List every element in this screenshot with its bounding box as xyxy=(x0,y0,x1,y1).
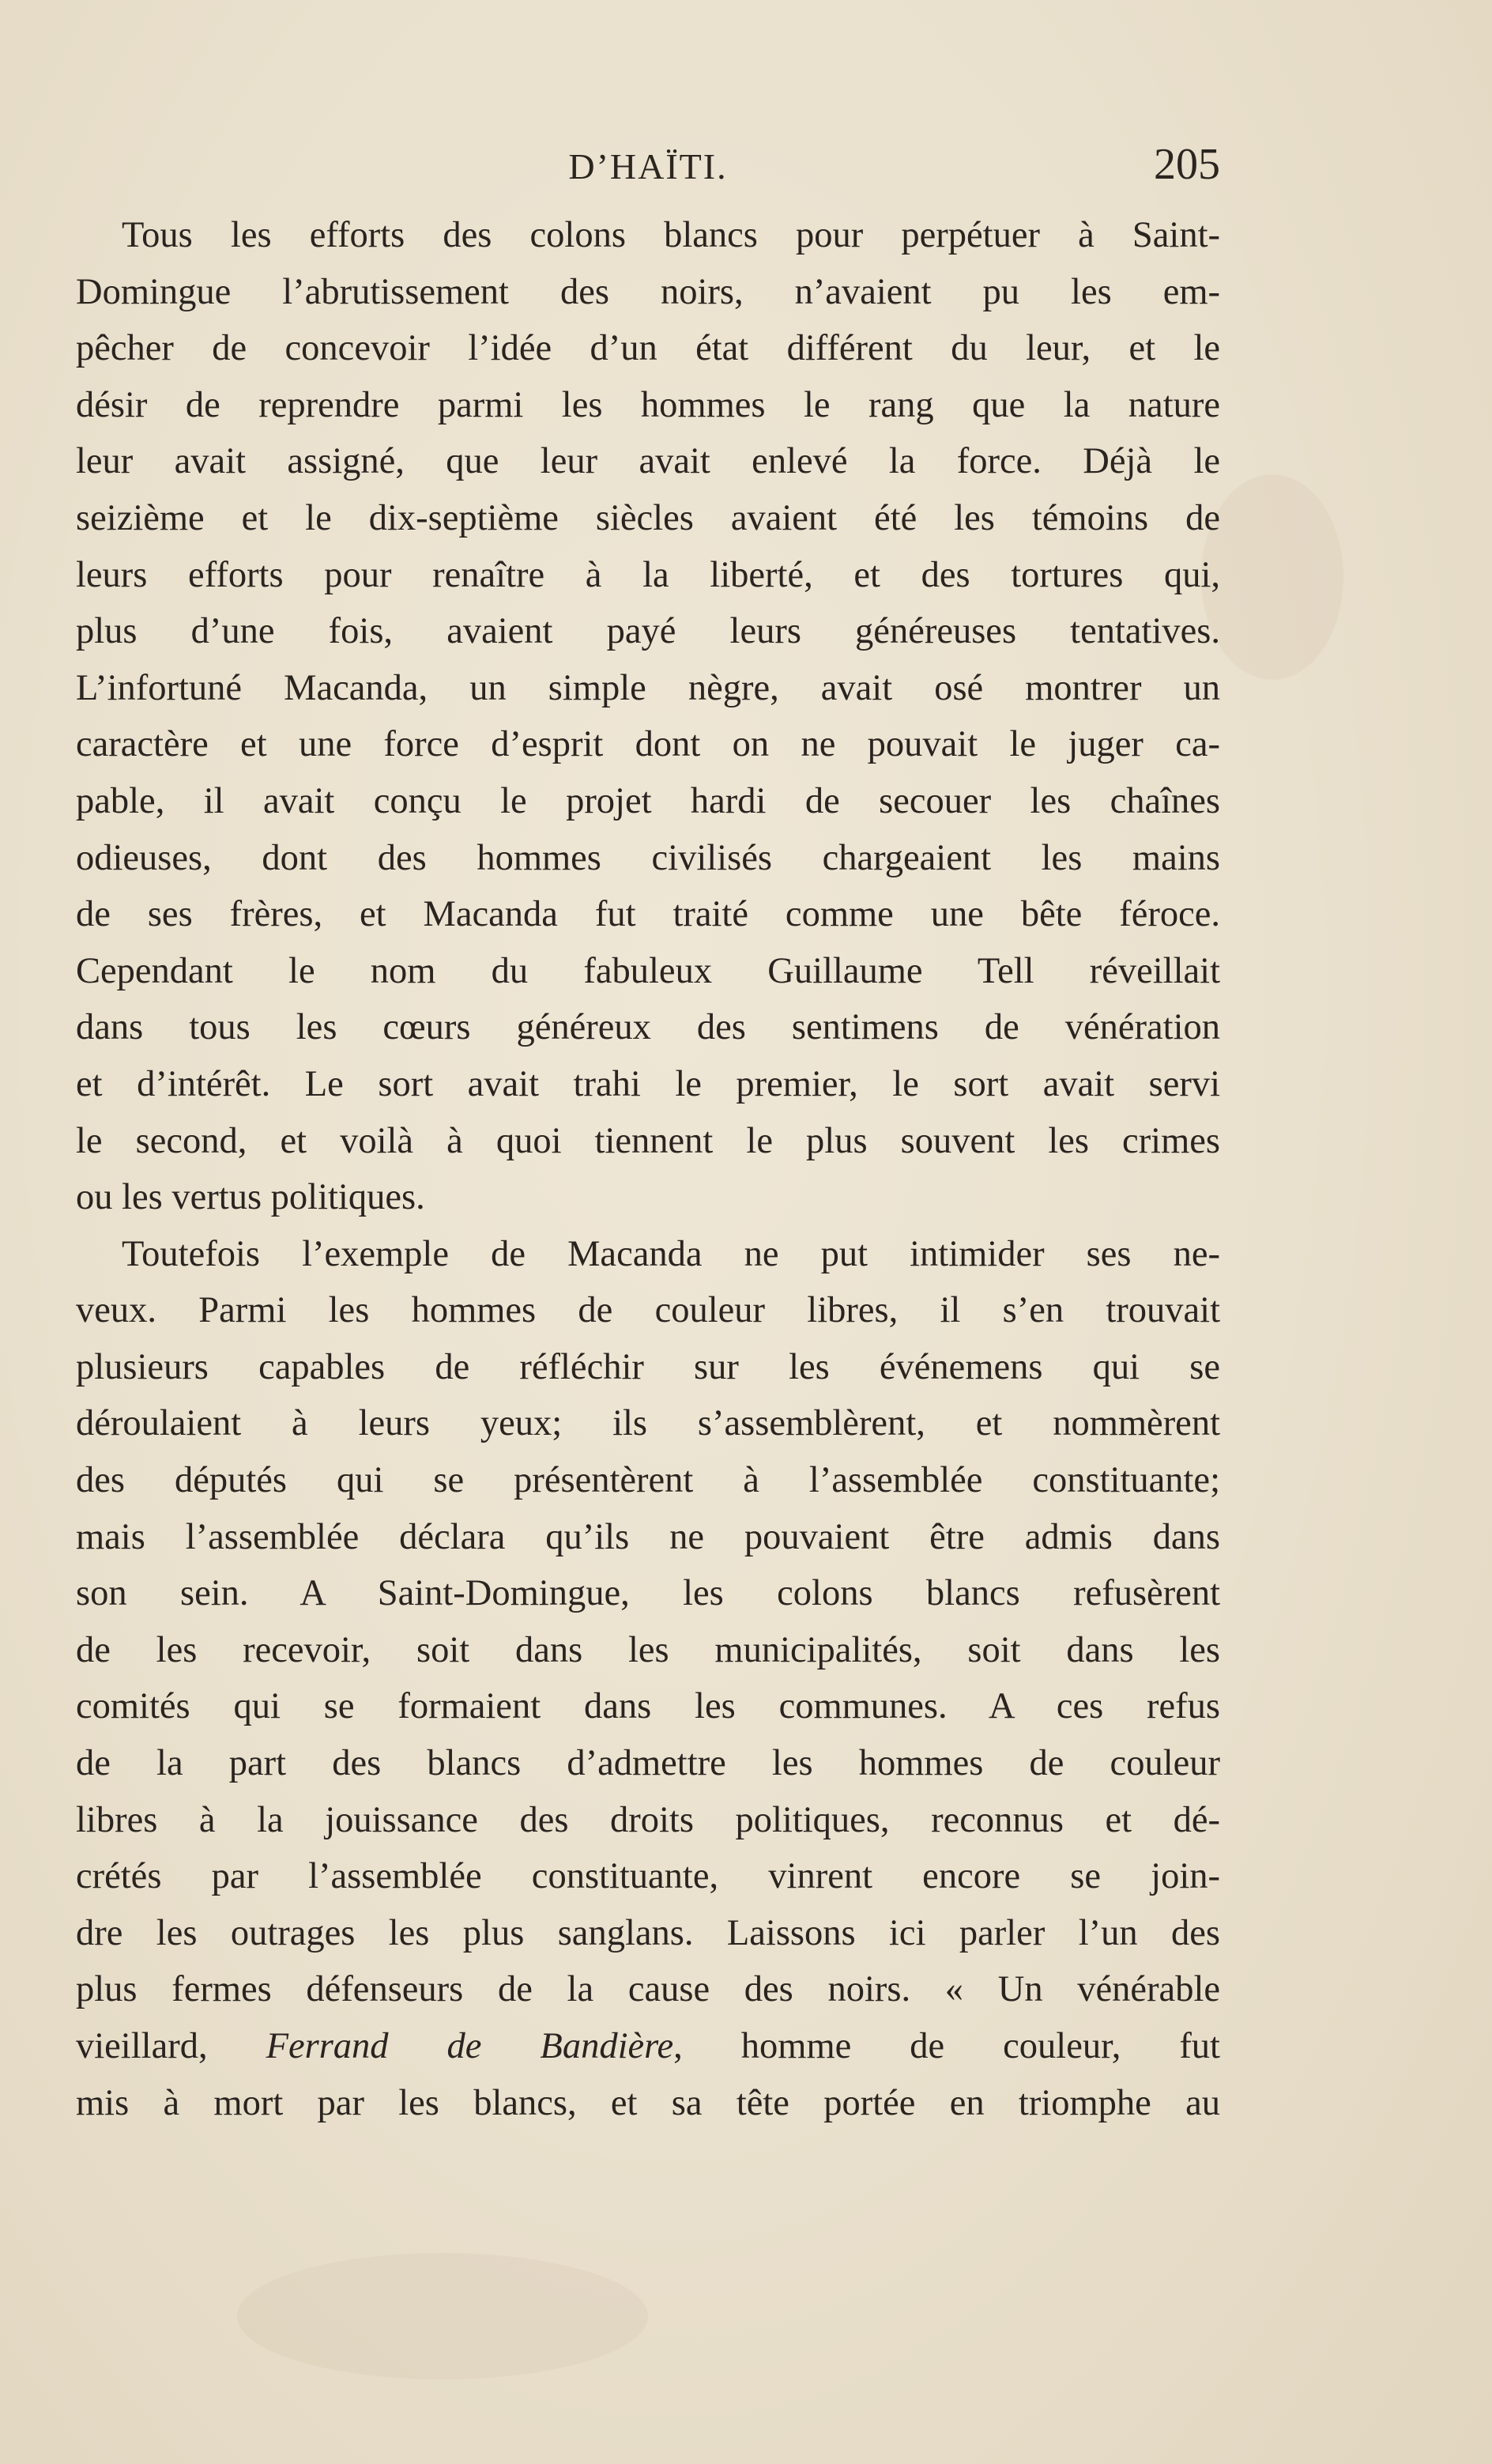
text-line: plus fermes défenseurs de la cause des noirs. « Un vénérable xyxy=(76,1969,1220,2010)
text-line: et d’intérêt. Le sort avait trahi le premier, le sort avait servi xyxy=(76,1063,1220,1104)
text-line: odieuses, dont des hommes civilisés chargeaient les mains xyxy=(76,837,1220,878)
page-header xyxy=(76,134,1220,206)
text-line: pable, il avait conçu le projet hardi de secouer les chaînes xyxy=(76,780,1220,821)
text-line: dans tous les cœurs généreux des sentimens de vénération xyxy=(76,1007,1220,1048)
text-line: caractère et une force d’esprit dont on ne pouvait le juger ca- xyxy=(76,724,1220,765)
text-line: L’infortuné Macanda, un simple nègre, avait osé montrer un xyxy=(76,667,1220,708)
text-line: comités qui se formaient dans les communes. A ces refus xyxy=(76,1686,1220,1727)
body-text xyxy=(76,207,1220,2131)
running-head: D’HAÏTI. xyxy=(568,146,728,187)
text-line: pêcher de concevoir l’idée d’un état différent du leur, et le xyxy=(76,328,1220,369)
text-line: de les recevoir, soit dans les municipalités, soit dans les xyxy=(76,1629,1220,1670)
text-line: Tous les efforts des colons blancs pour perpétuer à Saint- xyxy=(122,215,1220,255)
text-line: leurs efforts pour renaître à la liberté, et des tortures qui, xyxy=(76,554,1220,595)
text-line: seizième et le dix-septième siècles avaient été les témoins de xyxy=(76,497,1220,538)
text-line: désir de reprendre parmi les hommes le rang que la nature xyxy=(76,384,1220,425)
text-line: son sein. A Saint-Domingue, les colons blancs refusèrent xyxy=(76,1573,1220,1614)
text-line: des députés qui se présentèrent à l’assemblée constituante; xyxy=(76,1460,1220,1501)
text-line: Domingue l’abrutissement des noirs, n’avaient pu les em- xyxy=(76,271,1220,312)
text-line: le second, et voilà à quoi tiennent le plus souvent les crimes xyxy=(76,1120,1220,1161)
page-number: 205 xyxy=(1154,140,1220,189)
text-line: leur avait assigné, que leur avait enlevé la force. Déjà le xyxy=(76,441,1220,482)
italic-name: Ferrand de Bandière xyxy=(266,2026,674,2066)
text-line: mais l’assemblée déclara qu’ils ne pouvaient être admis dans xyxy=(76,1516,1220,1557)
paper-stain xyxy=(1201,474,1343,680)
text-line: de la part des blancs d’admettre les hommes de couleur xyxy=(76,1743,1220,1784)
text-line: veux. Parmi les hommes de couleur libres, il s’en trouvait xyxy=(76,1290,1220,1331)
text-line: crétés par l’assemblée constituante, vinrent encore se join- xyxy=(76,1856,1220,1897)
paper-stain xyxy=(237,2253,648,2379)
line-segment: vieillard, xyxy=(76,2026,266,2066)
text-line: mis à mort par les blancs, et sa tête portée en triomphe au xyxy=(76,2082,1220,2123)
text-line: plus d’une fois, avaient payé leurs généreuses tentatives. xyxy=(76,611,1220,652)
text-line: libres à la jouissance des droits politiques, reconnus et dé- xyxy=(76,1799,1220,1840)
paragraph-end-line: ou les vertus politiques. xyxy=(76,1177,425,1218)
text-line: dre les outrages les plus sanglans. Laissons ici parler l’un des xyxy=(76,1912,1220,1953)
text-line: Cependant le nom du fabuleux Guillaume Tell réveillait xyxy=(76,950,1220,991)
text-line: de ses frères, et Macanda fut traité comme une bête féroce. xyxy=(76,894,1220,935)
line-segment: , homme de couleur, fut xyxy=(673,2026,1220,2066)
text-line-with-italic xyxy=(76,2018,1220,2075)
text-line: Toutefois l’exemple de Macanda ne put intimider ses ne- xyxy=(122,1233,1220,1274)
text-line: plusieurs capables de réfléchir sur les événemens qui se xyxy=(76,1346,1220,1387)
text-line: déroulaient à leurs yeux; ils s’assemblèrent, et nommèrent xyxy=(76,1403,1220,1444)
